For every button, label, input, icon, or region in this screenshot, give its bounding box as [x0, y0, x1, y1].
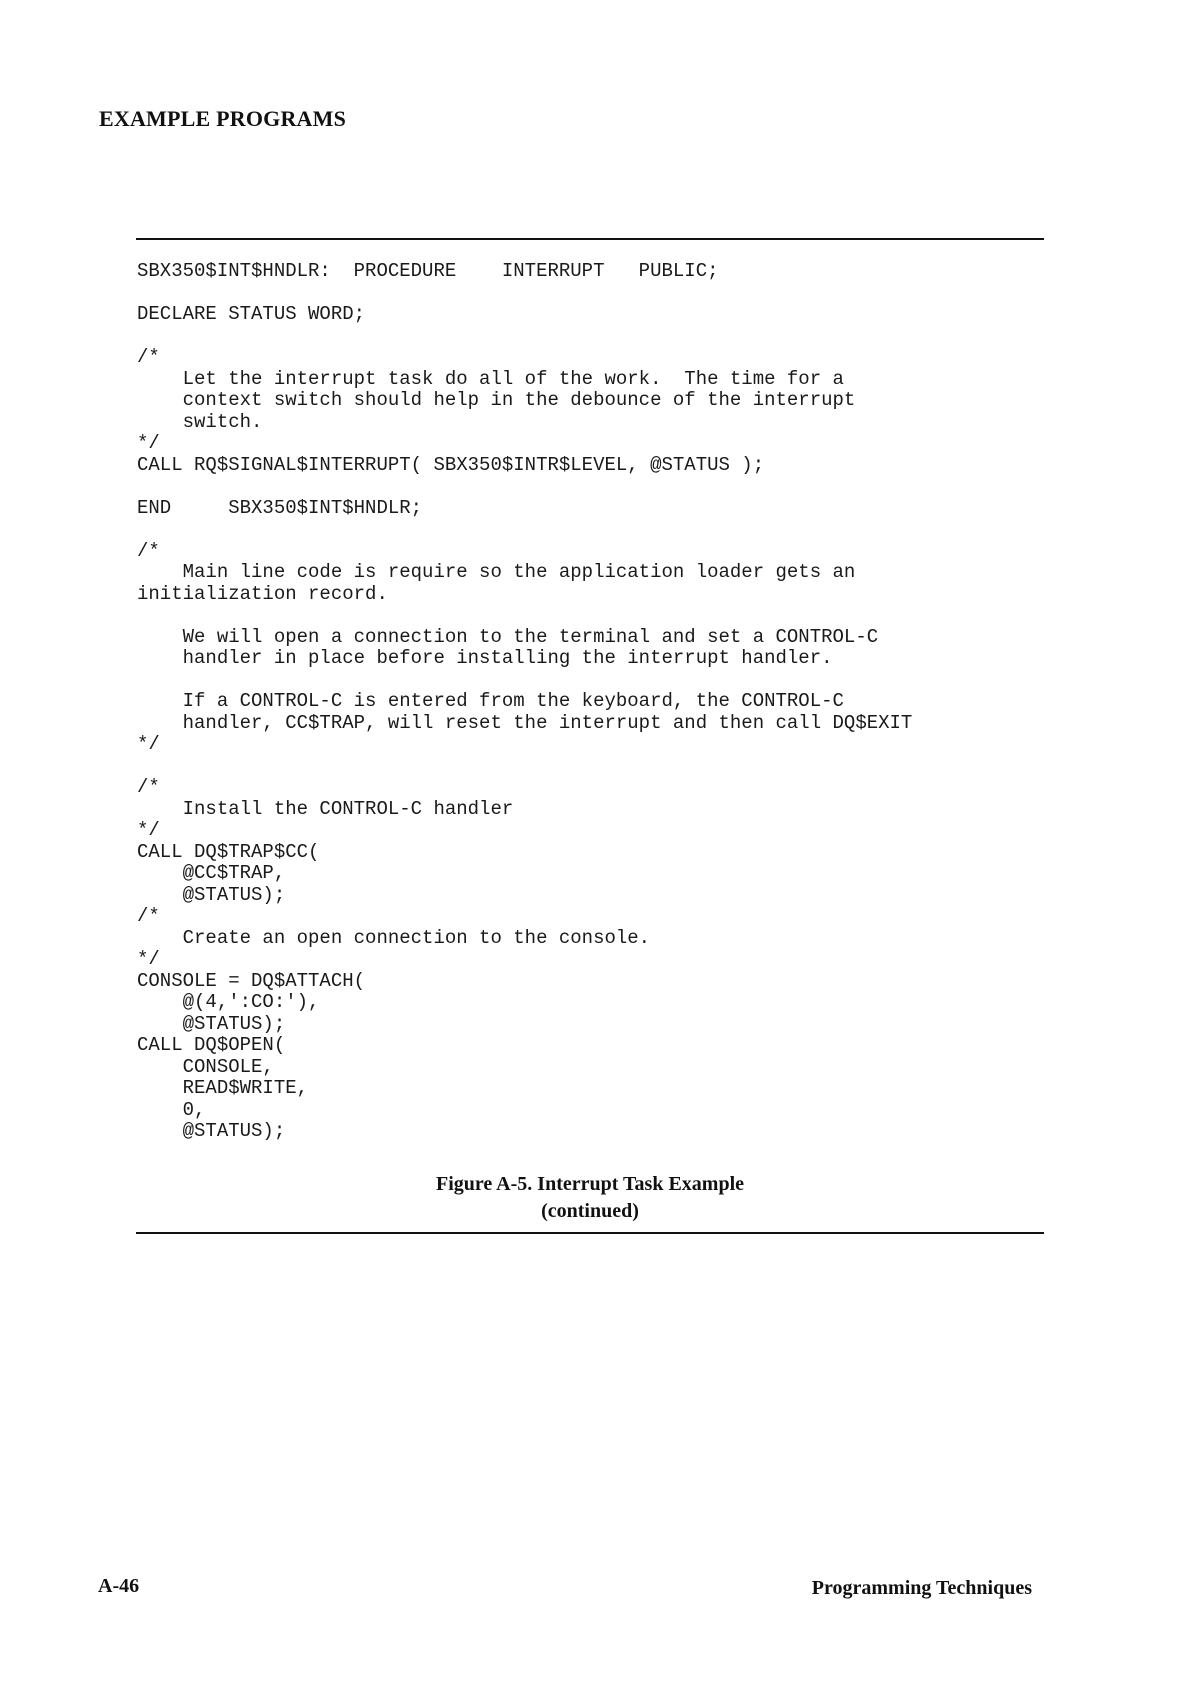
code-line: @CC$TRAP, [137, 862, 286, 884]
code-line: CONSOLE = DQ$ATTACH( [137, 969, 366, 992]
figure-caption-title: Figure A-5. Interrupt Task Example [436, 1173, 744, 1195]
code-line: */ [137, 819, 160, 841]
code-line [137, 519, 912, 541]
code-line: END SBX350$INT$HNDLR; [137, 496, 423, 519]
code-listing [137, 261, 912, 1143]
page-section-title: EXAMPLE PROGRAMS [99, 106, 347, 131]
code-line [137, 756, 912, 778]
code-line: */ [137, 948, 160, 970]
page-number: A-46 [98, 1575, 140, 1597]
code-line: Let the interrupt task do all of the work. The time for a [137, 367, 844, 390]
code-line: CALL DQ$OPEN( [137, 1034, 286, 1056]
code-line: CALL RQ$SIGNAL$INTERRUPT( SBX350$INTR$LEVEL, @STATUS ); [137, 453, 765, 476]
code-line [137, 670, 912, 692]
chapter-title: Programming Techniques [811, 1577, 1032, 1599]
code-line [137, 283, 912, 305]
code-line: READ$WRITE, [137, 1077, 309, 1099]
code-line [137, 326, 912, 348]
figure-caption [136, 1171, 1044, 1225]
code-line: /* [137, 905, 160, 927]
figure-caption-continued: (continued) [541, 1200, 639, 1222]
code-line: handler in place before installing the interrupt handler. [137, 647, 833, 669]
code-line: 0, [137, 1098, 206, 1121]
code-line: */ [137, 733, 160, 755]
code-line: /* [137, 346, 160, 368]
code-line: context switch should help in the debounce of the interrupt [137, 389, 856, 411]
code-line: Install the CONTROL-C handler [137, 797, 514, 820]
code-line [137, 605, 912, 627]
code-line: Main line code is require so the application loader gets an [137, 561, 856, 583]
code-line [137, 476, 912, 498]
code-line: /* [137, 776, 160, 798]
code-line: @STATUS); [137, 1012, 286, 1035]
code-line: @(4,':CO:'), [137, 991, 320, 1013]
code-line: @STATUS); [137, 883, 286, 906]
code-line: initialization record. [137, 582, 388, 605]
code-line: If a CONTROL-C is entered from the keyboard, the CONTROL-C [137, 690, 844, 712]
code-line: We will open a connection to the terminal and set a CONTROL-C [137, 625, 879, 648]
code-line: switch. [137, 410, 263, 433]
figure-bottom-rule [136, 1232, 1044, 1234]
code-line: @STATUS); [137, 1120, 286, 1142]
code-line: CONSOLE, [137, 1055, 274, 1078]
code-line: /* [137, 539, 160, 562]
code-line: handler, CC$TRAP, will reset the interrupt and then call DQ$EXIT [137, 711, 913, 734]
code-line: CALL DQ$TRAP$CC( [137, 840, 320, 863]
code-line: SBX350$INT$HNDLR: PROCEDURE INTERRUPT PUBLIC; [137, 260, 719, 282]
code-line: */ [137, 432, 160, 454]
figure-top-rule [136, 238, 1044, 240]
code-line: DECLARE STATUS WORD; [137, 303, 366, 325]
code-line: Create an open connection to the console. [137, 926, 651, 949]
